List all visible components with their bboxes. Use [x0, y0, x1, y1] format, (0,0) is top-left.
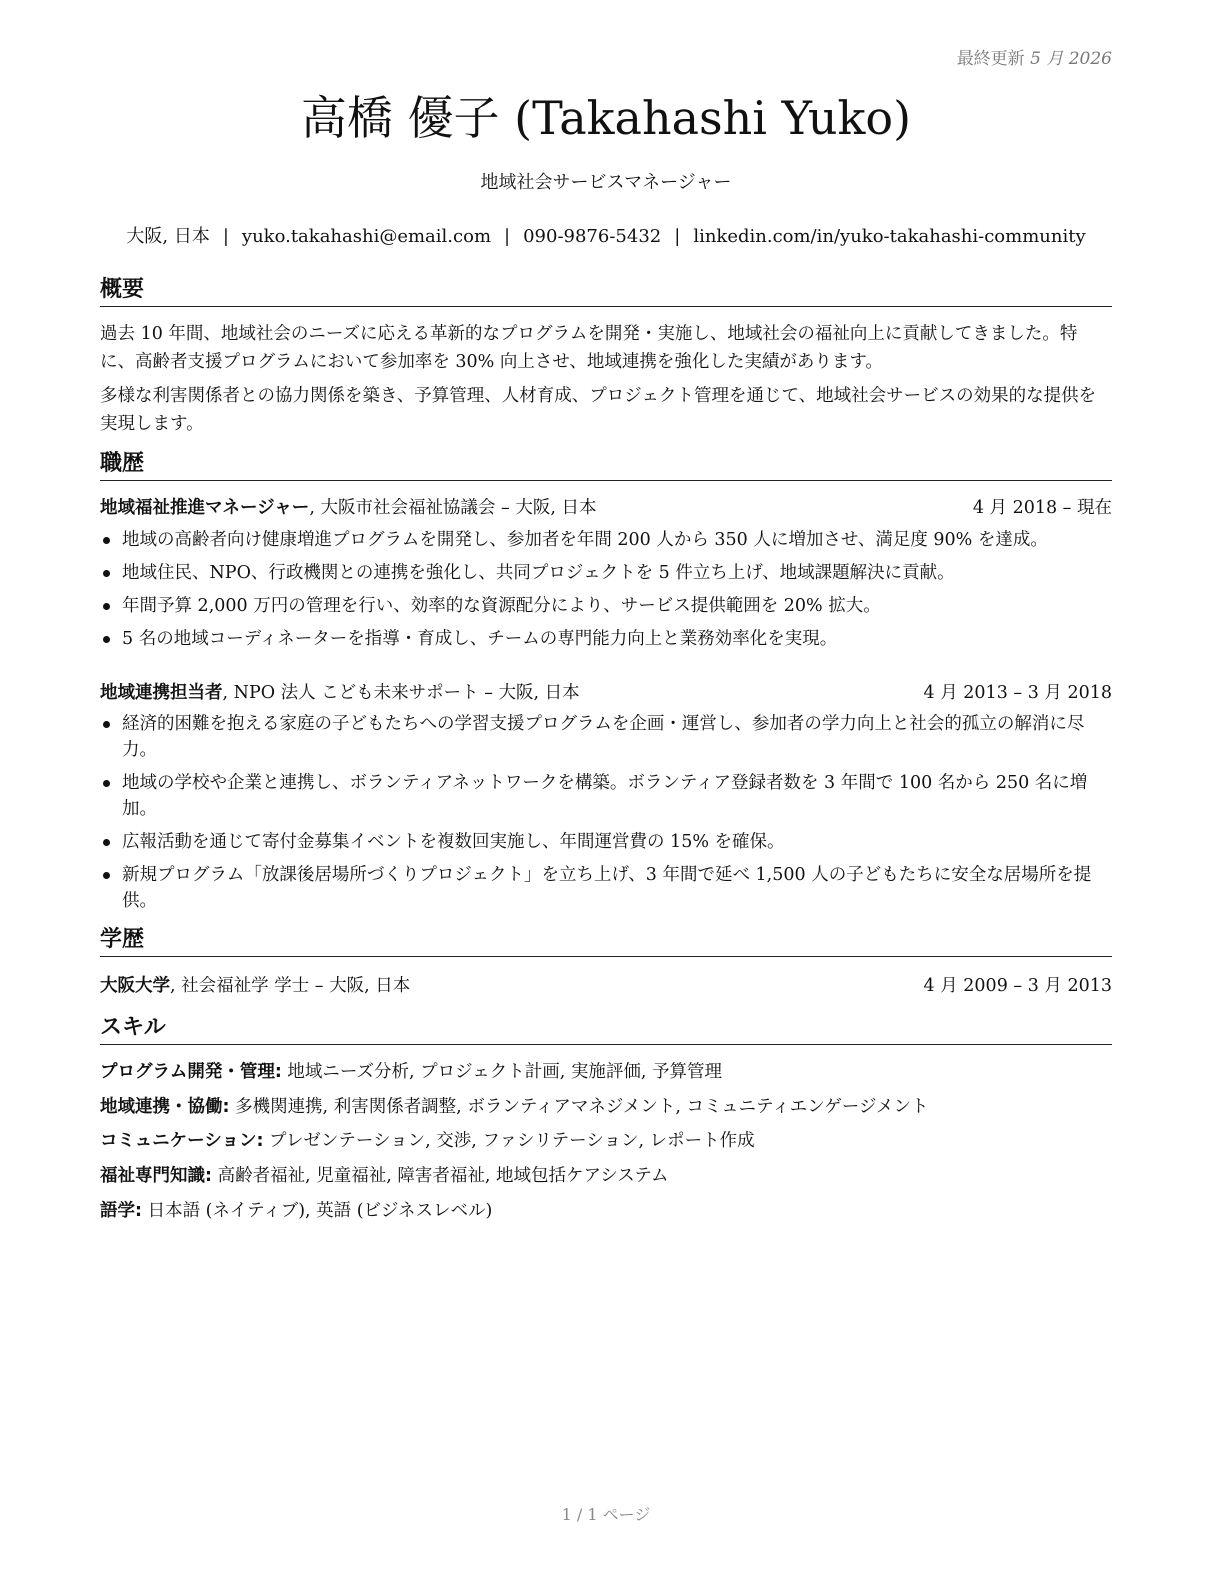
job-bullets	[100, 711, 1112, 921]
skill-value: 高齢者福祉, 児童福祉, 障害者福祉, 地域包括ケアシステム	[212, 1166, 669, 1186]
skill-label: プログラム開発・管理:	[100, 1062, 282, 1082]
candidate-headline: 地域社会サービスマネージャー	[480, 172, 732, 193]
job-org: , NPO 法人 こども未来サポート – 大阪, 日本	[222, 683, 580, 703]
job-dates: 4 月 2013 – 3 月 2018	[923, 683, 1112, 703]
page-number: 1 / 1 ページ	[561, 1505, 651, 1524]
skill-row	[100, 1198, 1112, 1224]
skill-row	[100, 1094, 1112, 1120]
job-bullet: 新規プログラム「放課後居場所づくりプロジェクト」を立ち上げ、3 年間で延べ 1,500 人の子どもたちに安全な居場所を提供。	[100, 862, 1112, 914]
candidate-name: 高橋 優子 (Takahashi Yuko)	[300, 91, 912, 145]
skill-value: 日本語 (ネイティブ), 英語 (ビジネスレベル)	[142, 1201, 493, 1221]
skill-row	[100, 1128, 1112, 1154]
section-title-experience: 職歴	[100, 450, 1112, 481]
contact-separator: |	[222, 226, 229, 247]
skill-value: プレゼンテーション, 交渉, ファシリテーション, レポート作成	[263, 1131, 755, 1151]
job-header	[100, 680, 1112, 706]
section-title-skills: スキル	[100, 1014, 1112, 1045]
skill-row	[100, 1163, 1112, 1189]
skill-label: 語学:	[100, 1201, 142, 1221]
skill-label: 福祉専門知識:	[100, 1166, 212, 1186]
job-org: , 大阪市社会福祉協議会 – 大阪, 日本	[309, 498, 597, 518]
job-role: 地域福祉推進マネージャー	[100, 498, 310, 518]
summary-paragraph: 多様な利害関係者との協力関係を築き、予算管理、人材育成、プロジェクト管理を通じて、地域社会サービスの効果的な提供を実現します。	[100, 386, 1097, 434]
education-school: 大阪大学	[100, 976, 170, 996]
last-updated-month: 5 月	[1030, 49, 1064, 69]
section-title-education: 学歴	[100, 926, 1112, 957]
skill-label: 地域連携・協働:	[100, 1097, 230, 1117]
job-bullet: 地域の学校や企業と連携し、ボランティアネットワークを構築。ボランティア登録者数を 3 年間で 100 名から 250 名に増加。	[100, 770, 1112, 822]
job-bullet: 地域住民、NPO、行政機関との連携を強化し、共同プロジェクトを 5 件立ち上げ、地域課題解決に貢献。	[100, 560, 1112, 586]
contact-line	[100, 224, 1112, 250]
job-bullet: 年間予算 2,000 万円の管理を行い、効率的な資源配分により、サービス提供範囲を 20% 拡大。	[100, 593, 1112, 619]
contact-location: 大阪, 日本	[126, 226, 210, 247]
last-updated	[957, 44, 1112, 69]
skill-label: コミュニケーション:	[100, 1131, 264, 1151]
contact-separator: |	[504, 226, 511, 247]
last-updated-year: 2026	[1068, 49, 1112, 69]
job-header	[100, 495, 1112, 521]
contact-linkedin[interactable]: linkedin.com/in/yuko-takahashi-community	[693, 226, 1086, 247]
job-bullet: 地域の高齢者向け健康増進プログラムを開発し、参加者を年間 200 人から 350 人に増加させ、満足度 90% を達成。	[100, 527, 1112, 553]
contact-separator: |	[674, 226, 681, 247]
contact-phone[interactable]: 090-9876-5432	[523, 226, 662, 247]
contact-email[interactable]: yuko.takahashi@email.com	[241, 226, 492, 247]
job-bullet: 5 名の地域コーディネーターを指導・育成し、チームの専門能力向上と業務効率化を実現。	[100, 626, 1112, 652]
job-bullet: 経済的困難を抱える家庭の子どもたちへの学習支援プログラムを企画・運営し、参加者の学力向上と社会的孤立の解消に尽力。	[100, 711, 1112, 763]
skill-row	[100, 1059, 1112, 1085]
education-entry	[100, 973, 1112, 999]
section-title-summary: 概要	[100, 276, 1112, 307]
resume-page	[100, 0, 1112, 1584]
job-bullets	[100, 527, 1112, 659]
education-degree: , 社会福祉学 学士 – 大阪, 日本	[170, 976, 411, 996]
skill-value: 地域ニーズ分析, プロジェクト計画, 実施評価, 予算管理	[281, 1062, 723, 1082]
summary-paragraph: 過去 10 年間、地域社会のニーズに応える革新的なプログラムを開発・実施し、地域社会の福祉向上に貢献してきました。特に、高齢者支援プログラムにおいて参加率を 30% 向上させ、地域連携を強化した実績があります。	[100, 324, 1078, 372]
education-dates: 4 月 2009 – 3 月 2013	[923, 976, 1112, 996]
last-updated-label: 最終更新	[956, 49, 1025, 69]
job-bullet: 広報活動を通じて寄付金募集イベントを複数回実施し、年間運営費の 15% を確保。	[100, 829, 1112, 855]
skill-value: 多機関連携, 利害関係者調整, ボランティアマネジメント, コミュニティエンゲージメント	[229, 1097, 929, 1117]
job-role: 地域連携担当者	[100, 683, 223, 703]
job-dates: 4 月 2018 – 現在	[972, 498, 1112, 518]
